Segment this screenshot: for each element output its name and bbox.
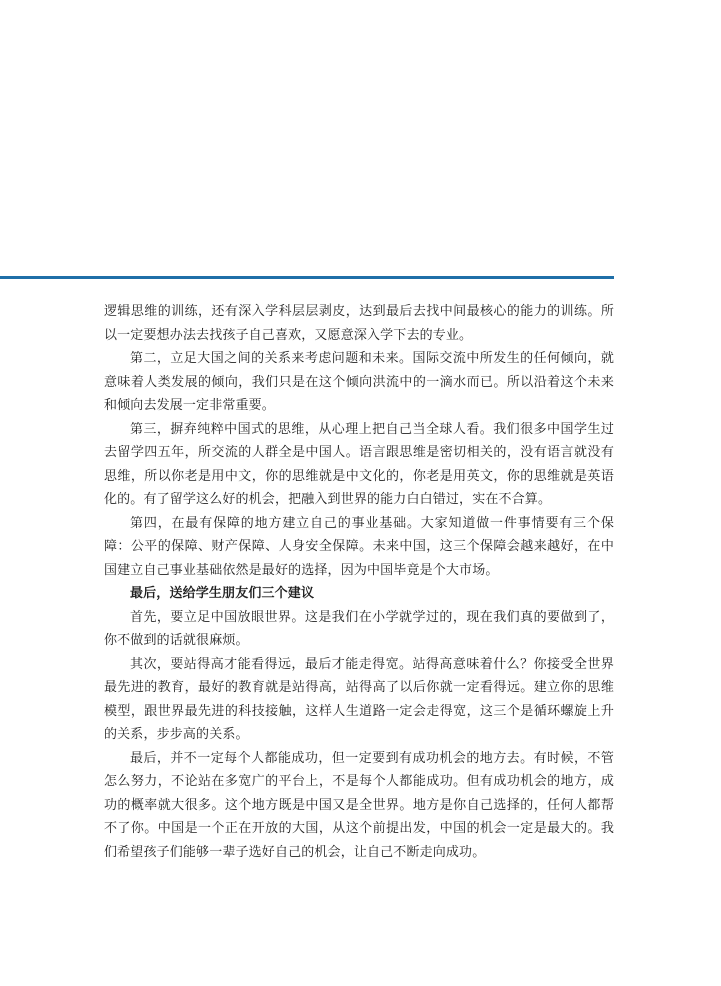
section-heading: 最后，送给学生朋友们三个建议: [130, 586, 315, 601]
paragraph-point-four: 第四，在最有保障的地方建立自己的事业基础。大家知道做一件事情要有三个保障：公平的保障、财产保障、人身安全保障。未来中国，这三个保障会越来越好，在中国建立自己事业基础依然是最好的选择，因为中国毕竟是个大市场。: [104, 515, 614, 578]
paragraph-point-two: 第二，立足大国之间的关系来考虑问题和未来。国际交流中所发生的任何倾向，就意味着人类发展的倾向，我们只是在这个倾向洪流中的一滴水而已。所以沿着这个未来和倾向去发展一定非常重要。: [104, 351, 614, 413]
paragraph-point-three: 第三，摒弃纯粹中国式的思维，从心理上把自己当全球人看。我们很多中国学生过去留学四五年，所交流的人群全是中国人。语言跟思维是密切相关的，没有语言就没有思维，所以你老是用中文，你的思维就是中文化的，你老是用英文，你的思维就是英语化的。有了留学这么好的机会，把融入到世界的能力白白错过，实在不合算。: [104, 421, 614, 507]
paragraph-advice-first: 首先，要立足中国放眼世界。这是我们在小学就学过的，现在我们真的要做到了，你不做到的话就很麻烦。: [104, 609, 614, 648]
paragraph-advice-last: 最后，并不一定每个人都能成功，但一定要到有成功机会的地方去。有时候，不管怎么努力，不论站在多宽广的平台上，不是每个人都能成功。但有成功机会的地方，成功的概率就大很多。这个地方既是中国又是全世界。地方是你自己选择的，任何人都帮不了你。中国是一个正在开放的大国，从这个前提出发，中国的机会一定是最大的。我们希望孩子们能够一辈子选好自己的机会，让自己不断走向成功。: [104, 750, 614, 860]
article-body: [104, 300, 614, 864]
paragraph-continued: 逻辑思维的训练，还有深入学科层层剥皮，达到最后去找中间最核心的能力的训练。所以一定要想办法去找孩子自己喜欢，又愿意深入学下去的专业。: [104, 304, 614, 343]
paragraph-advice-second: 其次，要站得高才能看得远，最后才能走得宽。站得高意味着什么？你接受全世界最先进的教育，最好的教育就是站得高，站得高了以后你就一定看得远。建立你的思维模型，跟世界最先进的科技接触，这样人生道路一定会走得宽，这三个是循环螺旋上升的关系，步步高的关系。: [104, 656, 614, 742]
header-divider-line: [0, 276, 614, 279]
